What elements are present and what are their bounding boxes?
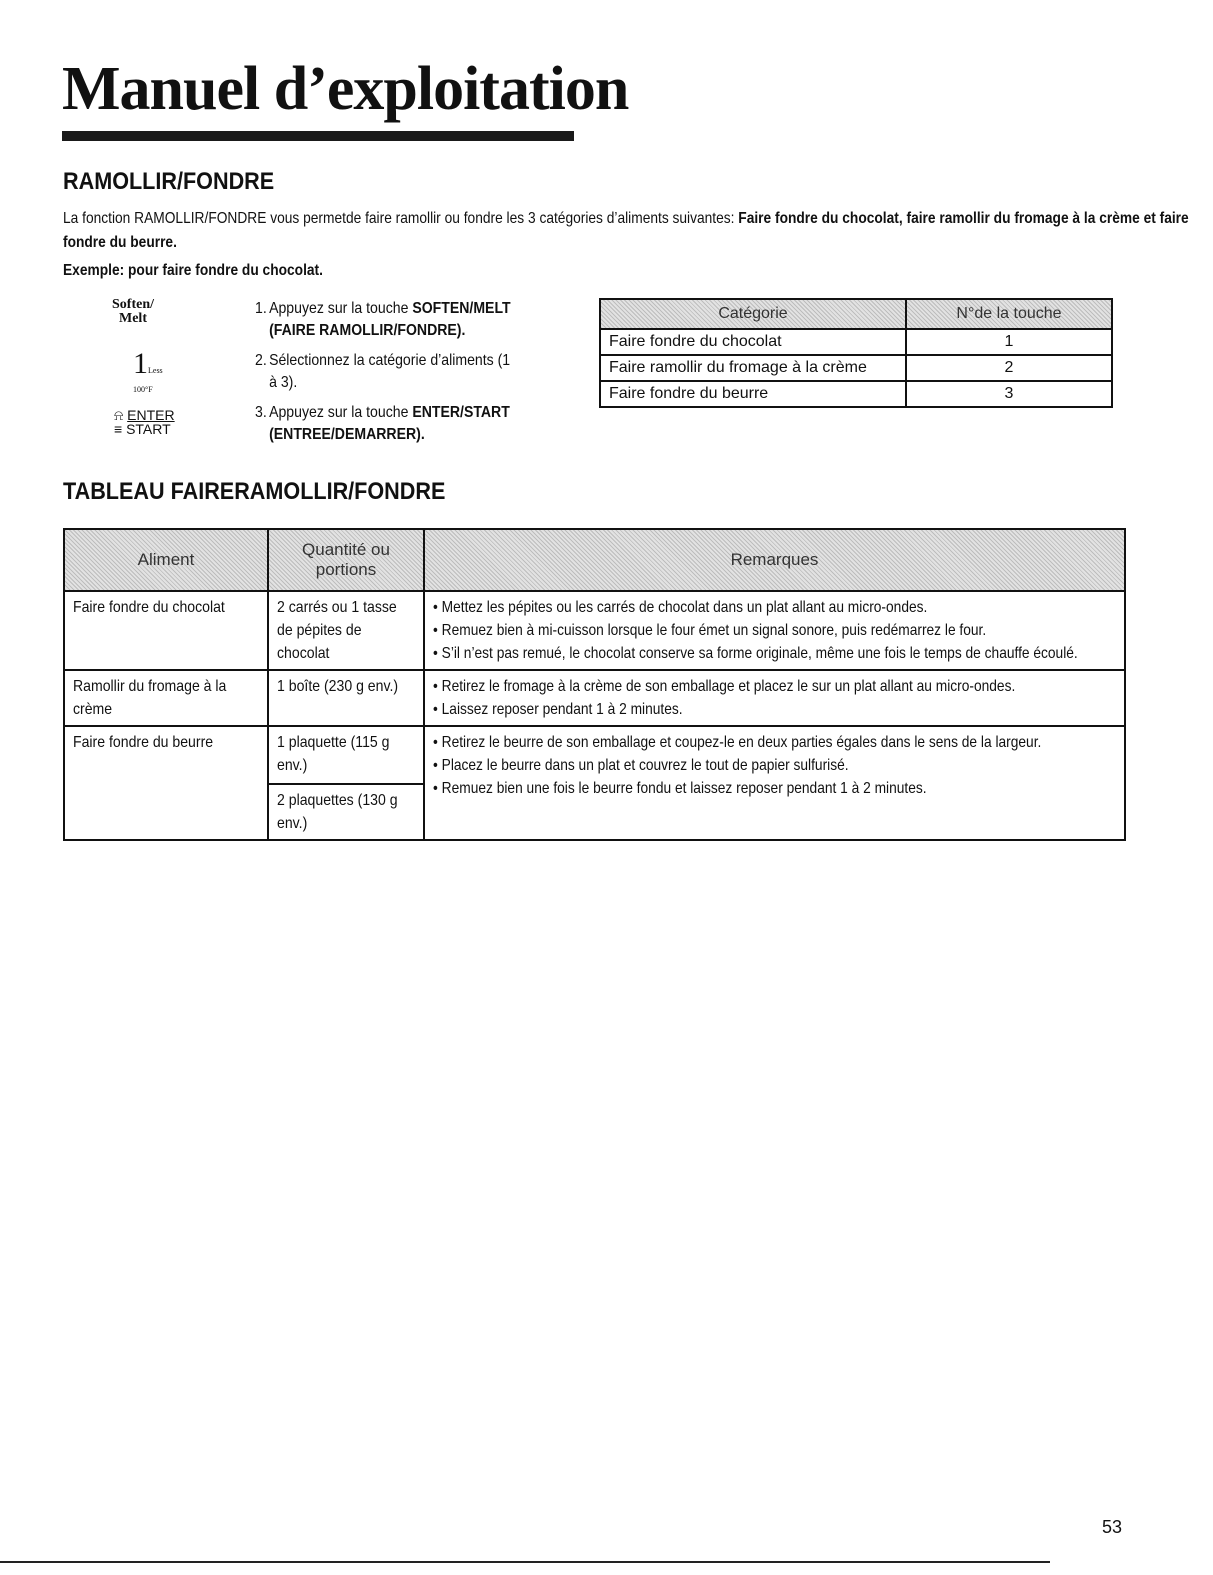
remark-item: • Placez le beurre dans un plat et couvrez le tout de papier sulfurisé. (433, 757, 849, 774)
step-continuation: (ENTREE/DEMARRER). (269, 426, 425, 443)
one-key-digit: 1 (133, 347, 148, 380)
aliment-cell (64, 591, 268, 670)
remark-item: • Mettez les pépites ou les carrés de chocolat dans un plat allant au micro-ondes. (433, 599, 928, 616)
table-row (64, 591, 1125, 670)
bottom-rule (0, 1561, 1050, 1563)
aliment-text: Faire fondre du chocolat (73, 599, 225, 616)
step-number: 3. (255, 404, 267, 421)
intro-plain-text: La fonction RAMOLLIR/FONDRE vous permetde faire ramollir ou fondre les 3 catégories d’aliments suivantes: (63, 210, 739, 227)
softening-table (63, 528, 1126, 841)
aliment-cell (64, 726, 268, 840)
step-text: Sélectionnez la catégorie d’aliments (1 (269, 352, 511, 369)
step-text: Appuyez sur la touche (269, 404, 413, 421)
table-row (600, 355, 1112, 381)
lines-icon: ≡ (114, 421, 123, 437)
quantite-text: 2 plaquettes (130 g env.) (277, 792, 398, 832)
category-cell: Faire fondre du beurre (600, 381, 906, 407)
bell-icon: ⍾ (114, 407, 124, 423)
key-number-header: N°de la touche (906, 299, 1112, 329)
soften-key-label: Soften/ (112, 297, 154, 312)
key-number-cell: 1 (906, 329, 1112, 355)
section-heading-ramollir: RAMOLLIR/FONDRE (63, 168, 275, 195)
aliment-header: Aliment (64, 529, 268, 591)
table-row (64, 726, 1125, 840)
step-bold: SOFTEN/MELT (412, 300, 511, 317)
start-key-label (114, 422, 175, 436)
key-number-cell: 2 (906, 355, 1112, 381)
page-title: Manuel d’exploitation (62, 55, 629, 123)
quantite-sub-cell (269, 783, 423, 835)
step-continuation: à 3). (269, 374, 298, 391)
remarques-cell (424, 726, 1125, 840)
remarques-cell (424, 591, 1125, 670)
remark-item: • Retirez le beurre de son emballage et coupez-le en deux parties égales dans le sens de la largeur. (433, 734, 1042, 751)
quantite-cell (268, 726, 424, 840)
start-key-text: START (126, 421, 171, 437)
key-number-cell: 3 (906, 381, 1112, 407)
melt-key-label: Melt (119, 311, 147, 326)
one-key-less: Less (148, 366, 163, 375)
category-cell: Faire fondre du chocolat (600, 329, 906, 355)
quantite-cell (268, 591, 424, 670)
remark-item: • Remuez bien à mi-cuisson lorsque le four émet un signal sonore, puis redémarrez le four. (433, 622, 987, 639)
step-continuation: (FAIRE RAMOLLIR/FONDRE). (269, 322, 466, 339)
intro-paragraph (63, 207, 1198, 255)
enter-key-label (114, 408, 175, 422)
quantite-cell (268, 670, 424, 726)
title-underline (62, 131, 574, 141)
remark-item: • Laissez reposer pendant 1 à 2 minutes. (433, 701, 683, 718)
section-heading-tableau: TABLEAU FAIRERAMOLLIR/FONDRE (63, 478, 446, 505)
aliment-cell (64, 670, 268, 726)
remarques-cell (424, 670, 1125, 726)
category-cell: Faire ramollir du fromage à la crème (600, 355, 906, 381)
remark-item: • Remuez bien une fois le beurre fondu et laissez reposer pendant 1 à 2 minutes. (433, 780, 927, 797)
enter-start-key-icon (114, 408, 175, 436)
step-number: 1. (255, 300, 267, 317)
step-number: 2. (255, 352, 267, 369)
table-row (600, 381, 1112, 407)
remarques-header: Remarques (424, 529, 1125, 591)
page-number: 53 (1102, 1517, 1123, 1537)
soften-melt-key-icon (112, 298, 154, 326)
intro-bold-text: Faire fondre du chocolat, faire ramollir du fromage à la crème et faire fondre du beurre. (63, 210, 1189, 251)
quantite-text: 1 boîte (230 g env.) (277, 678, 399, 695)
category-table (599, 298, 1113, 408)
example-line: Exemple: pour faire fondre du chocolat. (63, 262, 323, 279)
number-one-key-icon (133, 347, 163, 395)
one-key-temp: 100°F (133, 385, 153, 394)
remark-item: • Retirez le fromage à la crème de son emballage et placez le sur un plat allant au micro-ondes. (433, 678, 1016, 695)
steps-list (255, 298, 595, 454)
aliment-text: Ramollir du fromage à la crème (73, 678, 227, 718)
step-item (255, 298, 589, 342)
table-row (600, 329, 1112, 355)
step-text: Appuyez sur la touche (269, 300, 413, 317)
quantite-header: Quantité ou portions (268, 529, 424, 591)
table-row (64, 670, 1125, 726)
enter-key-text: ENTER (127, 407, 175, 423)
quantite-text: 2 carrés ou 1 tasse de pépites de chocolat (277, 599, 397, 662)
quantite-text: 1 plaquette (115 g env.) (277, 734, 390, 774)
step-item (255, 402, 589, 446)
remark-item: • S’il n’est pas remué, le chocolat conserve sa forme originale, même une fois le temps de chauffe écoulé. (433, 645, 1078, 662)
category-header: Catégorie (600, 299, 906, 329)
aliment-text: Faire fondre du beurre (73, 734, 214, 751)
step-item (255, 350, 589, 394)
step-bold: ENTER/START (412, 404, 510, 421)
